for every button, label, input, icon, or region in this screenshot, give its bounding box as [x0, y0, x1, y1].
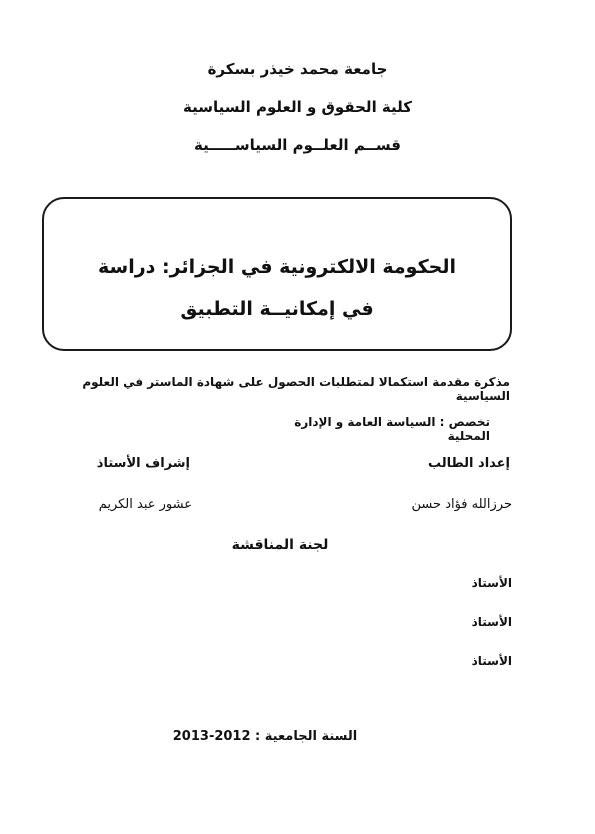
thesis-title-line-2: في إمكانيــة التطبيق — [180, 298, 374, 320]
supervisor-label: إشراف الأستاذ — [96, 456, 190, 471]
thesis-title-line-1: الحكومة الالكترونية في الجزائر: دراسة — [98, 256, 456, 278]
department-name: قســم العلــوم السياســـــية — [194, 136, 401, 154]
student-name: حرزالله فؤاد حسن — [411, 497, 512, 512]
committee-member: الأستاذ — [471, 576, 512, 590]
committee-heading: لجنة المناقشة — [231, 537, 329, 553]
faculty-name: كلية الحقوق و العلوم السياسية — [183, 98, 412, 116]
memo-statement: مذكرة مقدمة استكمالا لمتطلبات الحصول على شهادة الماستر في العلوم السياسية — [82, 375, 510, 403]
university-name: جامعة محمد خيذر بسكرة — [207, 60, 388, 78]
academic-year: السنة الجامعية : 2012-2013 — [172, 729, 358, 744]
student-label: إعداد الطالب — [427, 456, 510, 471]
specialty-line: تخصص : السياسة العامة و الإدارة المحلية — [294, 415, 490, 443]
supervisor-name: عشور عبد الكريم — [98, 497, 192, 512]
committee-member: الأستاذ — [471, 615, 512, 629]
committee-member: الأستاذ — [471, 654, 512, 668]
